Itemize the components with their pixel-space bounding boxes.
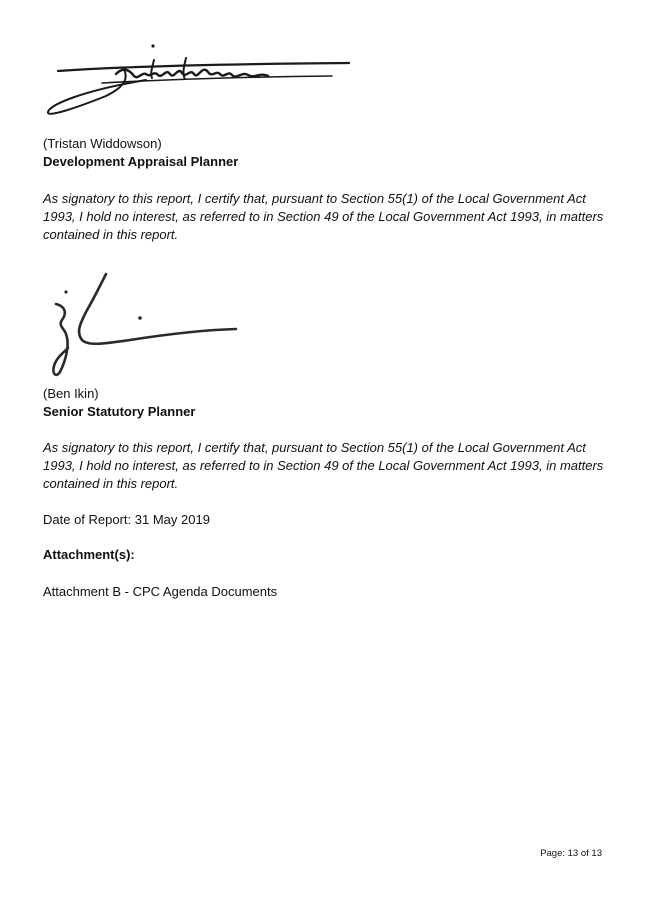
- signatory-1-declaration: As signatory to this report, I certify that, pursuant to Section 55(1) of the Local Government Act 1993, I hold no interest, as referred to in Section 49 of the Local Government Act 1993, in matters contained in this report.: [43, 191, 604, 242]
- signature-ben-ikin: [42, 268, 242, 380]
- signatory-2-declaration: As signatory to this report, I certify that, pursuant to Section 55(1) of the Local Government Act 1993, I hold no interest, as referred to in Section 49 of the Local Government Act 1993, in matters contained in this report.: [43, 440, 604, 491]
- attachment-item: Attachment B - CPC Agenda Documents: [43, 584, 278, 599]
- signature-tristan-widdowson: [36, 38, 356, 128]
- signatory-1-role: Development Appraisal Planner: [43, 154, 239, 169]
- signatory-1-name: (Tristan Widdowson): [43, 136, 162, 151]
- attachments-heading: Attachment(s):: [43, 547, 135, 562]
- page-number: Page: 13 of 13: [540, 848, 602, 859]
- signatory-2-role: Senior Statutory Planner: [43, 404, 196, 419]
- report-date: Date of Report: 31 May 2019: [43, 512, 210, 527]
- signatory-2-name: (Ben Ikin): [43, 386, 99, 401]
